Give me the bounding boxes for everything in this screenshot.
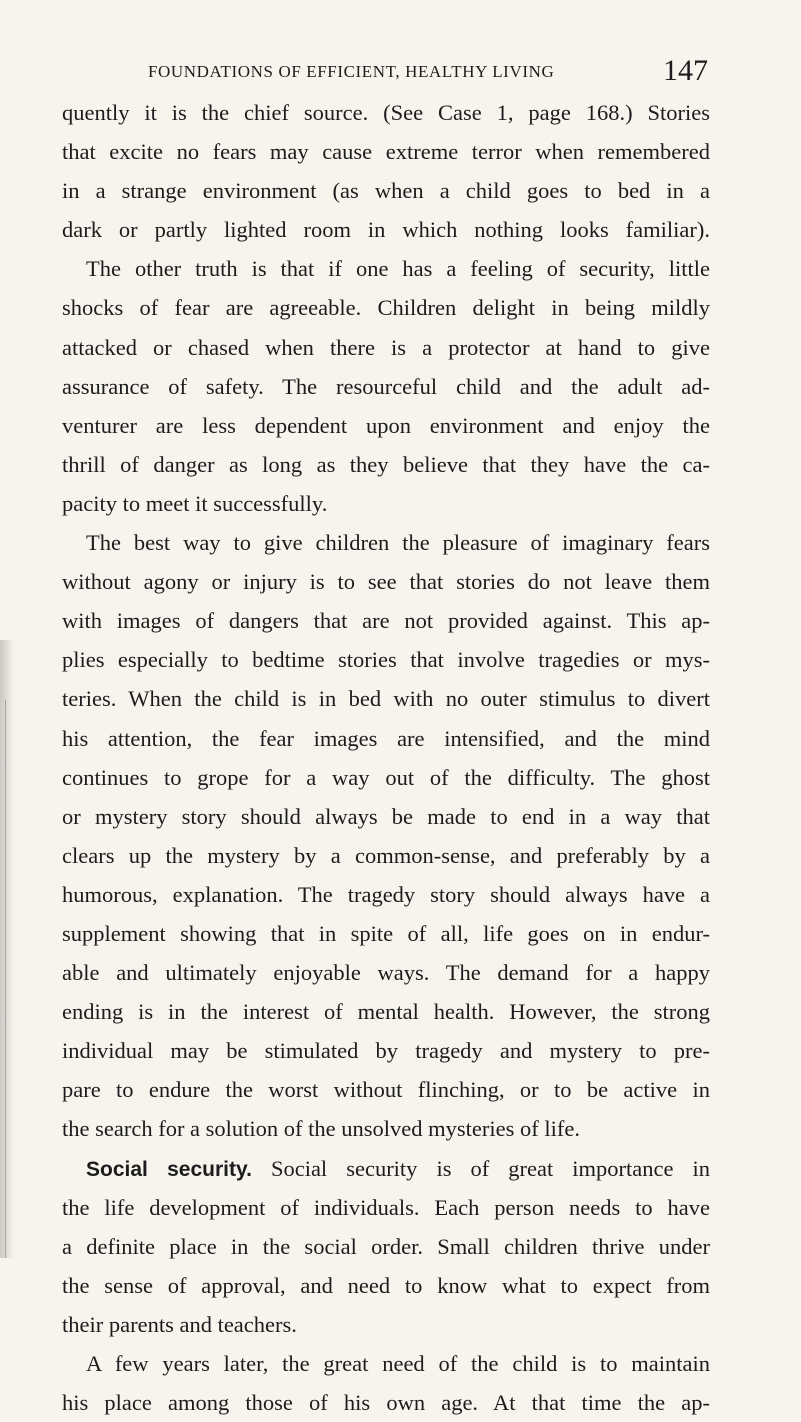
text-line: in a strange environment (as when a child goes to bed in a [62,178,710,204]
text-line: able and ultimately enjoyable ways. The demand for a happy [62,960,710,986]
text-line: without agony or injury is to see that stories do not leave them [62,569,710,595]
text-line: with images of dangers that are not provided against. This ap- [62,608,710,634]
text-line: thrill of danger as long as they believe that they have the ca- [62,451,710,477]
body-text [62,93,710,1422]
page-header [148,56,708,92]
text-line: venturer are less dependent upon environment and enjoy the [62,412,710,438]
text-line [62,1149,710,1188]
page-gutter-shadow [0,640,14,1258]
text-line: his attention, the fear images are intensified, and the mind [62,725,710,751]
text-line: dark or partly lighted room in which nothing looks familiar). [62,217,710,243]
text-line: the sense of approval, and need to know what to expect from [62,1272,710,1298]
text-line: a definite place in the social order. Small children thrive under [62,1233,710,1259]
page-gutter-line [5,700,6,1258]
text-line: their parents and teachers. [62,1311,297,1337]
text-line: his place among those of his own age. At that time the ap- [62,1390,710,1416]
text-line: attacked or chased when there is a protector at hand to give [62,334,710,360]
text-line: quently it is the chief source. (See Case 1, page 168.) Stories [62,100,710,125]
text-line: The other truth is that if one has a feeling of security, little [86,256,710,282]
running-head: FOUNDATIONS OF EFFICIENT, HEALTHY LIVING [148,62,555,81]
text-line: supplement showing that in spite of all, life goes on in endur- [62,920,710,946]
text-line: The best way to give children the pleasure of imaginary fears [86,530,710,556]
text-line: ending is in the interest of mental health. However, the strong [62,999,710,1025]
section-lead-text: Social security is of great importance in [251,1155,710,1181]
text-line: clears up the mystery by a common-sense, and preferably by a [62,842,710,868]
text-line: continues to grope for a way out of the difficulty. The ghost [62,764,710,790]
page-number: 147 [663,54,708,87]
text-line: teries. When the child is in bed with no outer stimulus to divert [62,686,710,712]
text-line: pare to endure the worst without flinching, or to be active in [62,1077,710,1103]
text-line: the life development of individuals. Each person needs to have [62,1194,710,1220]
section-heading: Social security. [86,1157,252,1181]
text-line: assurance of safety. The resourceful child and the adult ad- [62,373,710,399]
text-line: individual may be stimulated by tragedy and mystery to pre- [62,1038,710,1064]
text-line: humorous, explanation. The tragedy story should always have a [62,881,710,907]
text-line: plies especially to bedtime stories that involve tragedies or mys- [62,647,710,673]
text-line: shocks of fear are agreeable. Children delight in being mildly [62,295,710,321]
text-line: A few years later, the great need of the child is to maintain [86,1351,710,1376]
text-line: the search for a solution of the unsolved mysteries of life. [62,1116,580,1142]
text-line: that excite no fears may cause extreme terror when remembered [62,139,710,165]
text-line: pacity to meet it successfully. [62,490,328,516]
text-line: or mystery story should always be made to end in a way that [62,803,710,829]
